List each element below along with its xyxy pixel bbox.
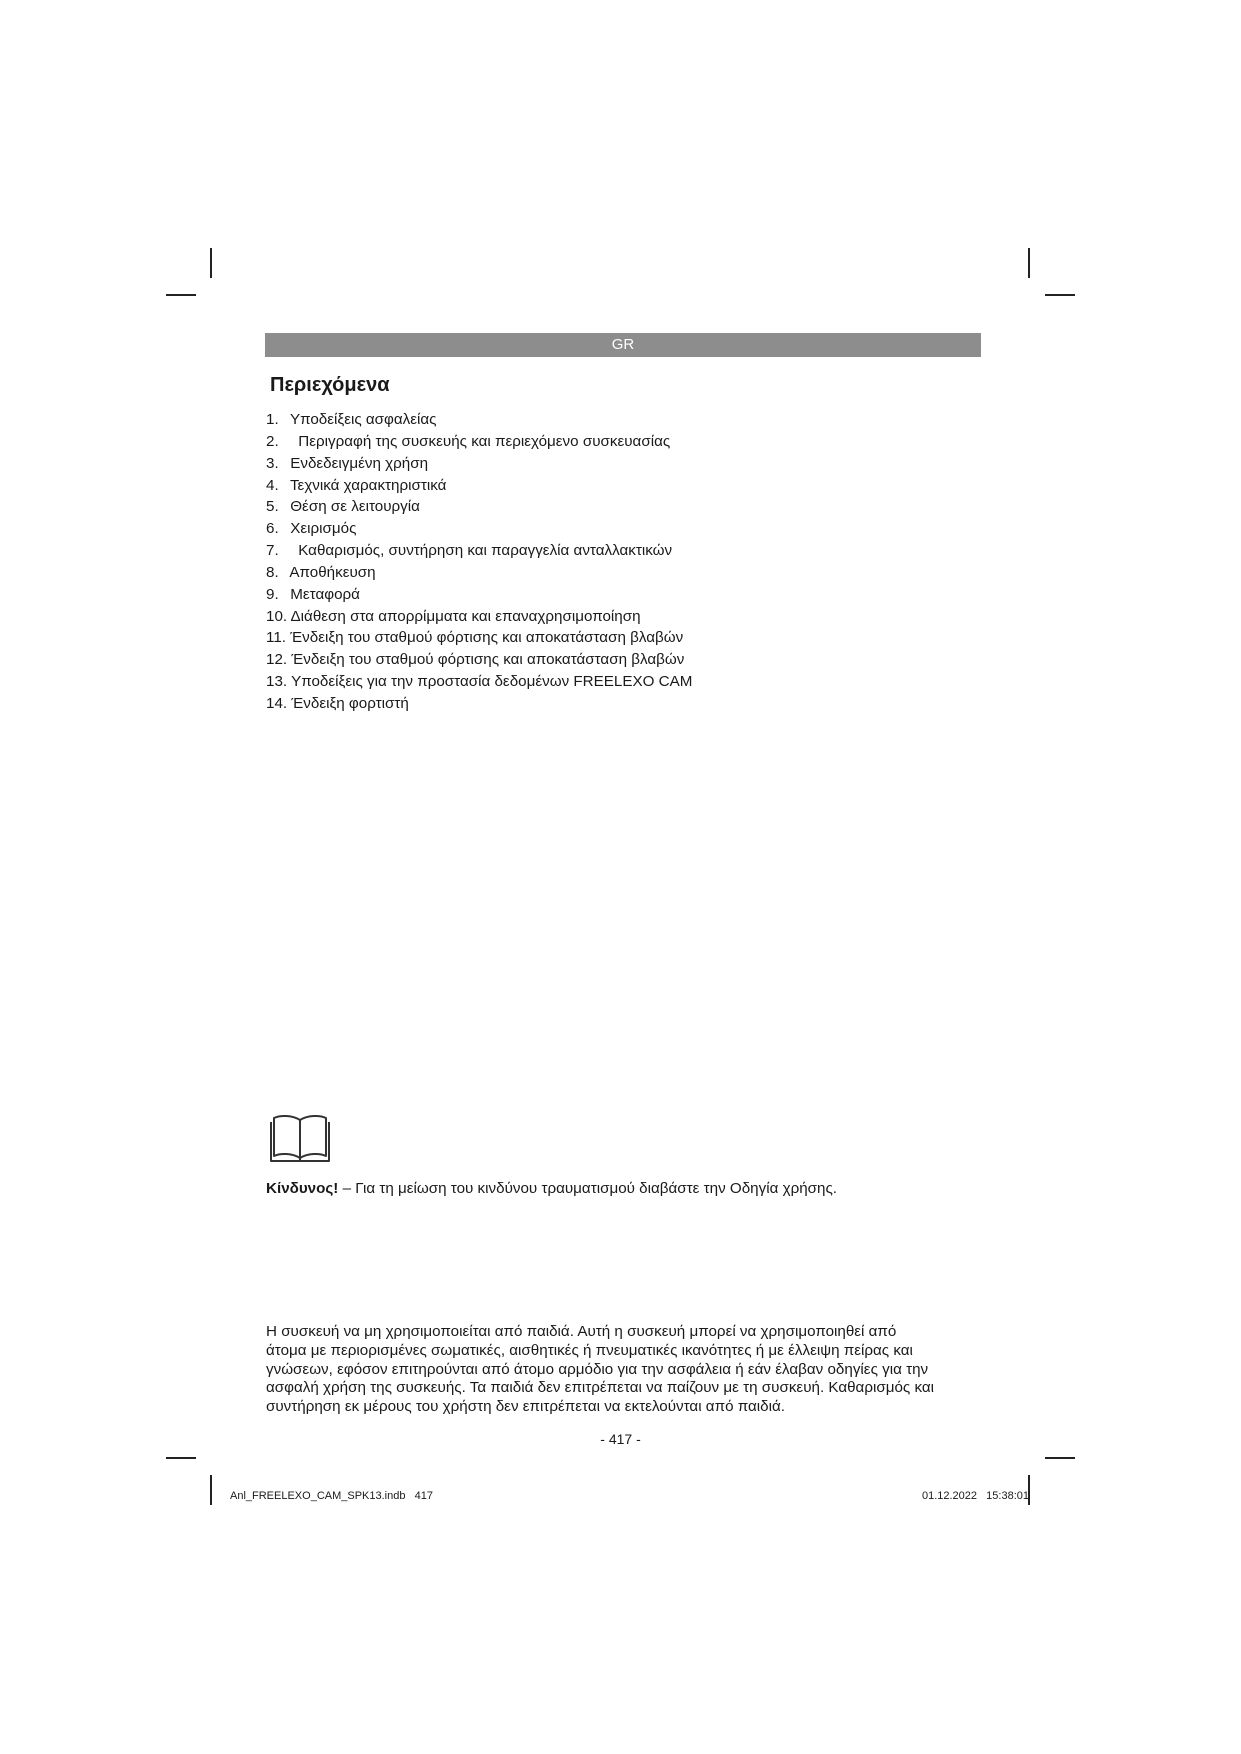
toc-item: [266, 540, 692, 562]
toc-item-text: Θέση σε λειτουργία: [290, 498, 420, 516]
crop-mark-bottom-right-horizontal: [1045, 1457, 1075, 1459]
crop-mark-top-left-horizontal: [166, 294, 196, 296]
toc-item-number: 8.: [266, 563, 279, 581]
toc-item-text: Υποδείξεις για την προστασία δεδομένων FREELEXO CAM: [291, 673, 693, 691]
toc-item-number: 1.: [266, 411, 279, 428]
toc-item-text: Τεχνικά χαρακτηριστικά: [289, 476, 447, 494]
toc-item-number: 4.: [266, 476, 279, 494]
toc-item-number: 11.: [266, 629, 286, 647]
crop-mark-bottom-left-vertical: [210, 1475, 212, 1505]
toc-item: [266, 649, 692, 671]
toc-item: [266, 606, 692, 628]
print-slug-timestamp: 01.12.2022 15:38:01: [921, 1490, 1029, 1502]
crop-mark-top-right-vertical: [1028, 248, 1030, 278]
toc-item-text: Αποθήκευση: [289, 563, 376, 581]
toc-item-number: 3.: [266, 454, 279, 472]
warning-line: ασφαλή χρήση της συσκευής. Τα παιδιά δεν επιτρέπεται να παίζουν με τη συσκευή. Καθαρισμός και: [266, 1379, 935, 1397]
open-book-icon: [268, 1112, 332, 1164]
toc-item-number: 13.: [266, 673, 288, 691]
toc-item: [266, 518, 692, 540]
toc-item-number: 2.: [266, 432, 279, 450]
toc-title: Περιεχόμενα: [270, 374, 390, 396]
crop-mark-top-left-vertical: [210, 248, 212, 278]
toc-item-text: Ένδειξη φορτιστή: [291, 694, 409, 712]
toc-item: [266, 475, 692, 497]
danger-text: – Για τη μείωση του κινδύνου τραυματισμού διαβάστε την Οδηγία χρήσης.: [338, 1180, 838, 1197]
toc-item: [266, 627, 692, 649]
crop-mark-bottom-left-horizontal: [166, 1457, 196, 1459]
warning-line: Η συσκευή να μη χρησιμοποιείται από παιδιά. Αυτή η συσκευή μπορεί να χρησιμοποιηθεί από: [266, 1323, 897, 1340]
crop-mark-top-right-horizontal: [1045, 294, 1075, 296]
toc-item-text: Διάθεση στα απορρίμματα και επαναχρησιμοποίηση: [290, 607, 641, 625]
toc-item-number: 5.: [266, 498, 279, 516]
toc-item-text: Μεταφορά: [290, 585, 360, 603]
toc-item-number: 7.: [266, 542, 279, 560]
toc-item-text: Περιγραφή της συσκευής και περιεχόμενο συσκευασίας: [298, 432, 671, 450]
toc-item-text: Ενδεδειγμένη χρήση: [290, 454, 429, 472]
toc-item-text: Καθαρισμός, συντήρηση και παραγγελία ανταλλακτικών: [298, 542, 673, 560]
toc-item-text: Υποδείξεις ασφαλείας: [289, 411, 437, 428]
toc-item-text: Ένδειξη του σταθμού φόρτισης και αποκατάσταση βλαβών: [291, 651, 685, 669]
toc-item-text: Χειρισμός: [290, 520, 357, 538]
table-of-contents: [266, 409, 692, 715]
toc-item-number: 12.: [266, 651, 288, 669]
toc-item-number: 9.: [266, 585, 279, 603]
toc-item: [266, 453, 692, 475]
toc-item-text: Ένδειξη του σταθμού φόρτισης και αποκατάσταση βλαβών: [290, 629, 684, 647]
warning-line: γνώσεων, εφόσον επιτηρούνται από άτομο αρμόδιο για την ασφάλεια ή εάν έλαβαν οδηγίες για την: [266, 1360, 929, 1378]
toc-item: [266, 693, 692, 715]
toc-item: [266, 409, 692, 431]
language-bar: GR: [265, 333, 981, 357]
page-number: - 417 -: [600, 1431, 641, 1447]
warning-line: συντήρηση εκ μέρους του χρήστη δεν επιτρέπεται να εκτελούνται από παιδιά.: [266, 1398, 785, 1416]
toc-item: [266, 431, 692, 453]
toc-item: [266, 671, 692, 693]
toc-item-number: 14.: [266, 694, 288, 712]
print-slug-file: Anl_FREELEXO_CAM_SPK13.indb 417: [230, 1490, 434, 1502]
danger-notice: [266, 1180, 837, 1197]
toc-item-number: 10.: [266, 607, 288, 625]
toc-item: [266, 496, 692, 518]
warning-line: άτομα με περιορισμένες σωματικές, αισθητικές ή πνευματικές ικανότητες ή με έλλειψη πείρας και: [266, 1341, 913, 1359]
danger-label: Κίνδυνος!: [266, 1180, 339, 1197]
child-safety-warning: [266, 1323, 991, 1417]
toc-item-number: 6.: [266, 520, 279, 538]
toc-item: [266, 562, 692, 584]
toc-item: [266, 584, 692, 606]
